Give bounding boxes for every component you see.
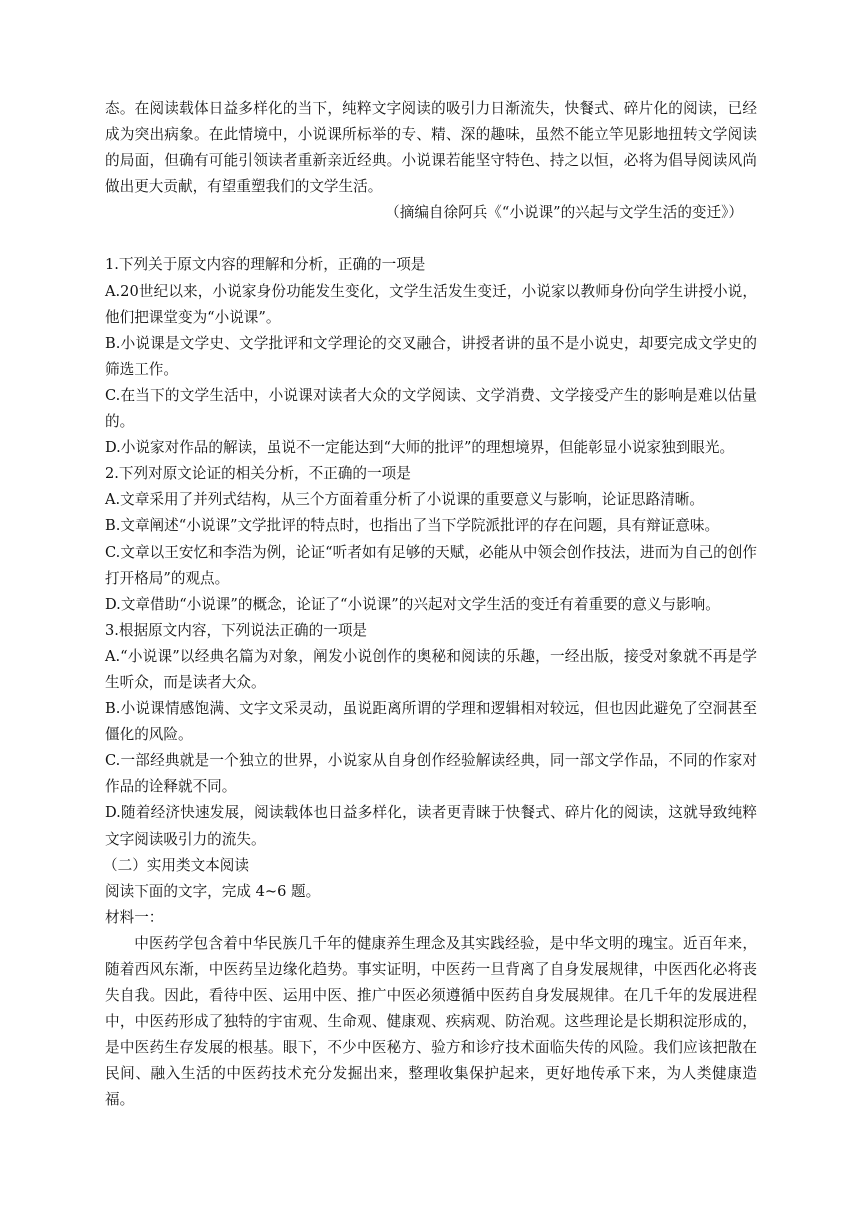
blank-line	[105, 226, 757, 252]
question-stem: 2.下列对原文论证的相关分析，不正确的一项是	[105, 465, 411, 483]
question-3	[105, 618, 757, 853]
material-label: 材料一：	[105, 908, 164, 926]
option-d: D.文章借助“小说课”的概念，论证了“小说课”的兴起对文学生活的变迁有着重要的意义与影响。	[105, 595, 720, 613]
option-c: C.在当下的文学生活中，小说课对读者大众的文学阅读、文学消费、文学接受产生的影响是难以估量的。	[105, 386, 757, 431]
option-a: A.20世纪以来，小说家身份功能发生变化，文学生活发生变迁，小说家以教师身份向学生讲授小说，他们把课堂变为“小说课”。	[105, 282, 757, 326]
option-a: A.“小说课”以经典名篇为对象，阐发小说创作的奥秘和阅读的乐趣，一经出版，接受对象就不再是学生听众，而是读者大众。	[105, 647, 757, 691]
instruction-text: 阅读下面的文字，完成 4~6 题。	[105, 882, 321, 900]
option-d: D.小说家对作品的解读，虽说不一定能达到“大师的批评”的理想境界，但能彰显小说家独到眼光。	[105, 439, 735, 457]
question-1	[105, 252, 757, 461]
section-title: （二）实用类文本阅读	[103, 856, 249, 874]
option-b: B.小说课是文学史、文学批评和文学理论的交叉融合，讲授者讲的虽不是小说史，却要完成文学史的筛选工作。	[105, 334, 757, 378]
question-stem: 3.根据原文内容，下列说法正确的一项是	[105, 621, 368, 639]
option-c: C.一部经典就是一个独立的世界，小说家从自身创作经验解读经典，同一部文学作品，不同的作家对作品的诠释就不同。	[105, 752, 757, 796]
option-c: C.文章以王安忆和李浩为例，论证“听者如有足够的天赋，必能从中领会创作技法，进而为自己的创作打开格局”的观点。	[105, 543, 757, 587]
passage-conclusion: 态。在阅读载体日益多样化的当下，纯粹文字阅读的吸引力日渐流失，快餐式、碎片化的阅读，已经成为突出病象。在此情境中，小说课所标举的专、精、深的趣味，虽然不能立竿见影地扭转文学阅读的局面，但确有可能引领读者重新亲近经典。小说课若能坚守特色、持之以恒，必将为倡导阅读风尚做出更大贡献，有望重塑我们的文学生活。	[105, 100, 757, 196]
option-b: B.小说课情感饱满、文字文采灵动，虽说距离所谓的学理和逻辑相对较远，但也因此避免了空洞甚至僵化的风险。	[105, 700, 757, 744]
question-stem: 1.下列关于原文内容的理解和分析，正确的一项是	[105, 256, 426, 274]
source-citation: （摘编自徐阿兵《“小说课”的兴起与文学生活的变迁》）	[385, 204, 743, 222]
option-d: D.随着经济快速发展，阅读载体也日益多样化，读者更青睐于快餐式、碎片化的阅读，这就导致纯粹文字阅读吸引力的流失。	[105, 804, 757, 848]
option-b: B.文章阐述“小说课”文学批评的特点时，也指出了当下学院派批评的存在问题，具有辩证意味。	[105, 517, 720, 535]
document-page	[105, 96, 757, 1114]
question-2	[105, 461, 757, 618]
material-paragraph: 中医药学包含着中华民族几千年的健康养生理念及其实践经验，是中华文明的瑰宝。近百年来，随着西风东渐，中医药呈边缘化趋势。事实证明，中医药一旦背离了自身发展规律，中医西化必将丧失自我。因此，看待中医、运用中医、推广中医必须遵循中医药自身发展规律。在几千年的发展进程中，中医药形成了独特的宇宙观、生命观、健康观、疾病观、防治观。这些理论是长期积淀形成的，是中医药生存发展的根基。眼下，不少中医秘方、验方和诊疗技术面临失传的风险。我们应该把散在民间、融入生活的中医药技术充分发掘出来，整理收集保护起来，更好地传承下来，为人类健康造福。	[105, 934, 757, 1109]
option-a: A.文章采用了并列式结构，从三个方面着重分析了小说课的重要意义与影响，论证思路清晰。	[105, 491, 704, 509]
